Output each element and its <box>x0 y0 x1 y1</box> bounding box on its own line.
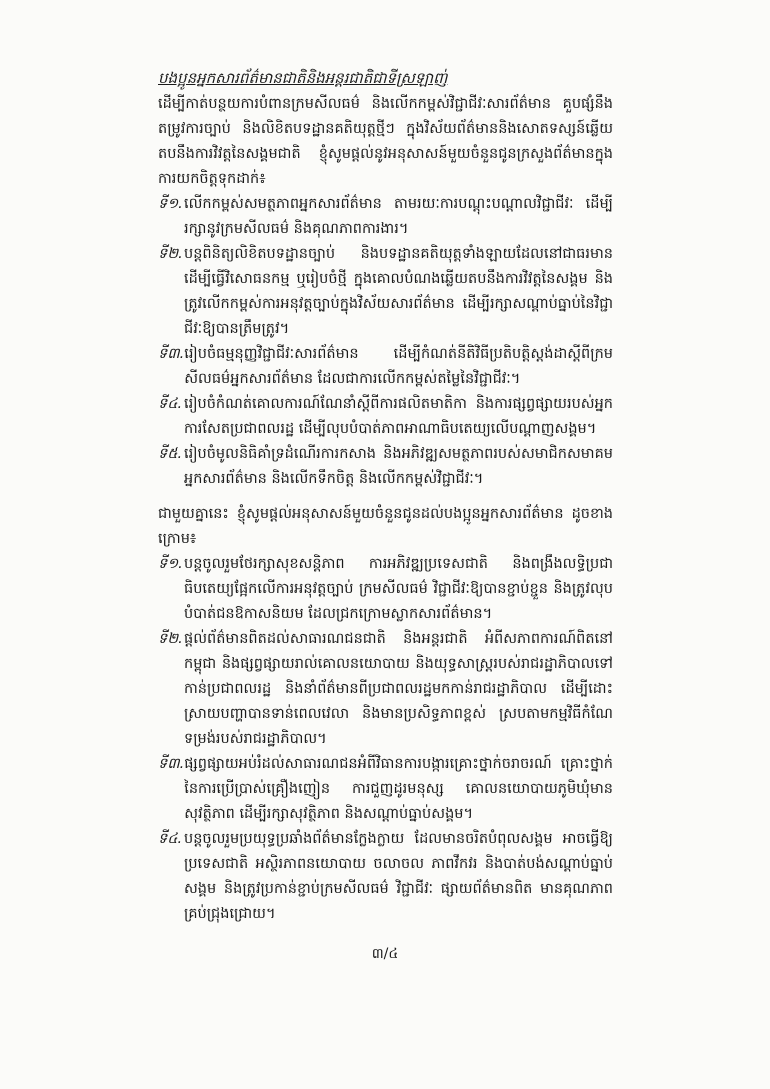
item-text: រៀបចំធម្មនុញ្ញវិជ្ជាជីវៈសារព័ត៌មាន ដើម្បីកំណត់នីតិវិធីប្រតិបត្តិស្ដង់ដាស្ដីពីក្រមសីលធម៌អ្នកសារព័ត៌មាន ដែលជាការលើកកម្ពស់តម្លៃនៃវិជ្ជាជីវៈ។ <box>184 346 613 387</box>
item-number: ទី២. <box>158 631 183 647</box>
item-text: ផ្សព្វផ្សាយអប់រំដល់សាធារណជនអំពីវិធានការបង្ការគ្រោះថ្នាក់ចរាចរណ៍ គ្រោះថ្នាក់នៃការប្រើប្រាស់គ្រឿងញៀន ការជួញដូរមនុស្ស គោលនយោបាយភូមិឃុំមានសុវត្ថិភាព ដើម្បីរក្សាសុវត្ថិភាព និងសណ្ដាប់ធ្នាប់សង្គម។ <box>184 756 613 822</box>
ministry-recommendations <box>158 192 613 492</box>
list-item <box>158 627 613 752</box>
item-text: លើកកម្ពស់សមត្ថភាពអ្នកសារព័ត៌មាន តាមរយៈការបណ្ដុះបណ្ដាលវិជ្ជាជីវៈ ដើម្បីរក្សានូវក្រមសីលធម៌ និងគុណភាពការងារ។ <box>184 196 613 237</box>
list-item <box>158 342 613 392</box>
list-item <box>158 552 613 627</box>
section-gap <box>158 492 613 502</box>
list-item <box>158 442 613 492</box>
item-number: ទី១. <box>158 196 183 212</box>
item-number: ទី២. <box>158 246 183 262</box>
page-number: ៣/៤ <box>371 946 399 962</box>
intro-paragraph: ដើម្បីកាត់បន្ថយការបំពានក្រមសីលធម៌ និងលើកកម្ពស់វិជ្ជាជីវៈសារព័ត៌មាន គួបផ្សំនឹងតម្រូវការច្បាប់ និងលិខិតបទដ្ឋានគតិយុត្តថ្មីៗ ក្នុងវិស័យព័ត៌មាននិងសោតទស្សន៍ឆ្លើយតបនឹងការវិវត្តនៃសង្គមជាតិ ខ្ញុំសូមផ្ដល់នូវអនុសាសន៍មួយចំនួនជូនក្រសួងព័ត៌មានក្នុងការយកចិត្តទុកដាក់៖ <box>158 96 613 187</box>
list-item <box>158 752 613 827</box>
bridge-paragraph: ជាមួយគ្នានេះ ខ្ញុំសូមផ្ដល់អនុសាសន៍មួយចំនួនជូនដល់បងប្អូនអ្នកសារព័ត៌មាន ដូចខាងក្រោម៖ <box>158 506 613 547</box>
item-text: បន្តពិនិត្យលិខិតបទដ្ឋានច្បាប់ និងបទដ្ឋានគតិយុត្តទាំងឡាយដែលនៅជាធរមាន ដើម្បីធ្វើវិសោធនកម្ម ឬរៀបចំថ្មី ក្នុងគោលបំណងឆ្លើយតបនឹងការវិវត្តនៃសង្គម និងត្រូវលើកកម្ពស់ការអនុវត្តច្បាប់ក្នុងវិស័យសារព័ត៌មាន ដើម្បីរក្សាសណ្ដាប់ធ្នាប់នៃវិជ្ជាជីវៈឱ្យបានត្រឹមត្រូវ។ <box>184 246 613 337</box>
list-item <box>158 827 613 927</box>
item-number: ទី៤. <box>158 831 183 847</box>
item-number: ទី៤. <box>158 396 183 412</box>
item-text: រៀបចំមូលនិធិគាំទ្រដំណើរការកសាង និងអភិវឌ្ឍសមត្ថភាពរបស់សមាជិកសមាគមអ្នកសារព័ត៌មាន និងលើកទឹកចិត្ត និងលើកកម្ពស់វិជ្ជាជីវៈ។ <box>184 446 613 487</box>
list-item <box>158 242 613 342</box>
list-item <box>158 392 613 442</box>
item-text: បន្តចូលរួមប្រយុទ្ធប្រឆាំងព័ត៌មានក្លែងក្លាយ ដែលមានចរិតបំពុលសង្គម អាចធ្វើឱ្យប្រទេសជាតិ អស្ថិរភាពនយោបាយ ចលាចល ភាពវឹកវរ និងបាត់បង់សណ្ដាប់ធ្នាប់សង្គម និងត្រូវប្រកាន់ខ្ជាប់ក្រមសីលធម៌ វិជ្ជាជីវៈ ផ្សាយព័ត៌មានពិត មានគុណភាព គ្រប់ជ្រុងជ្រោយ។ <box>184 831 613 922</box>
section-title: បងប្អូនអ្នកសារព័ត៌មានជាតិនិងអន្តរជាតិជាទីស្រឡាញ់ <box>158 69 448 87</box>
item-text: ផ្ដល់ព័ត៌មានពិតដល់សាធារណជនជាតិ និងអន្តរជាតិ អំពីសភាពការណ៍ពិតនៅកម្ពុជា និងផ្សព្វផ្សាយរាល់គោលនយោបាយ និងយុទ្ធសាស្ត្ររបស់រាជរដ្ឋាភិបាលទៅកាន់ប្រជាពលរដ្ឋ និងនាំព័ត៌មានពីប្រជាពលរដ្ឋមកកាន់រាជរដ្ឋាភិបាល ដើម្បីដោះស្រាយបញ្ហាបានទាន់ពេលវេលា និងមានប្រសិទ្ធភាពខ្ពស់ ស្របតាមកម្មវិធីកំណែទម្រង់របស់រាជរដ្ឋាភិបាល។ <box>184 631 613 747</box>
item-text: បន្តចូលរួមថែរក្សាសុខសន្តិភាព ការអភិវឌ្ឍប្រទេសជាតិ និងពង្រឹងលទ្ធិប្រជាធិបតេយ្យផ្អែកលើការអនុវត្តច្បាប់ ក្រមសីលធម៌ វិជ្ជាជីវៈឱ្យបានខ្ជាប់ខ្ជួន និងត្រូវលុបបំបាត់ជនឱកាសនិយម ដែលជ្រកក្រោមស្លាកសារព័ត៌មាន។ <box>184 556 613 622</box>
item-number: ទី៥. <box>158 446 183 462</box>
item-text: រៀបចំកំណត់គោលការណ៍ណែនាំស្ដីពីការផលិតមាតិកា និងការផ្សព្វផ្សាយរបស់អ្នកការសែតប្រជាពលរដ្ឋ ដើម្បីលុបបំបាត់ភាពអាណាធិបតេយ្យលើបណ្ដាញសង្គម។ <box>184 396 613 437</box>
item-number: ទី១. <box>158 556 183 572</box>
item-number: ទី៣. <box>158 346 185 362</box>
list-item <box>158 192 613 242</box>
item-number: ទី៣. <box>158 756 185 772</box>
journalist-recommendations <box>158 552 613 927</box>
page-body <box>158 66 613 927</box>
